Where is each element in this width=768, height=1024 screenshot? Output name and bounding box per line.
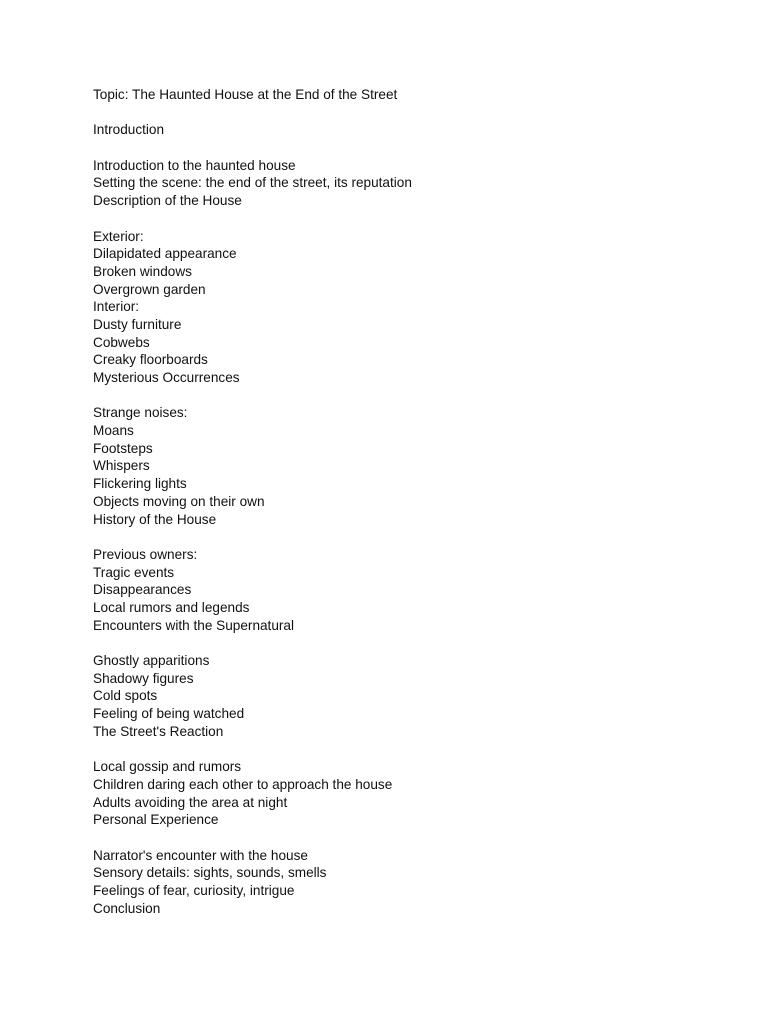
text-line: Broken windows [93,263,192,279]
text-line: Cold spots [93,688,158,704]
blank-line [93,104,713,122]
text-line: Shadowy figures [93,670,194,686]
text-line: Footsteps [93,440,153,456]
text-line: Objects moving on their own [93,493,265,509]
text-line: Disappearances [93,582,192,598]
text-line: Flickering lights [93,476,187,492]
blank-line [93,387,713,405]
text-line: Description of the House [93,193,242,209]
text-line: Interior: [93,299,140,315]
text-line: Previous owners: [93,546,198,562]
blank-line [93,634,713,652]
text-line: Local rumors and legends [93,599,250,615]
text-line: Moans [93,423,134,439]
text-line: Dusty furniture [93,316,182,332]
text-line: Sensory details: sights, sounds, smells [93,865,327,881]
text-line: Local gossip and rumors [93,759,242,775]
text-line: Personal Experience [93,812,219,828]
blank-line [93,210,713,228]
text-line: Setting the scene: the end of the street, its reputation [93,175,412,191]
text-line: Overgrown garden [93,281,206,297]
text-line: Children daring each other to approach the house [93,776,393,792]
text-line: Ghostly apparitions [93,653,210,668]
text-line: Creaky floorboards [93,352,208,368]
document-body [93,86,713,917]
text-line: History of the House [93,511,217,527]
text-line: Encounters with the Supernatural [93,617,295,633]
text-line: Topic: The Haunted House at the End of the Street [93,87,398,102]
text-line: Introduction [93,122,165,138]
text-line: Introduction to the haunted house [93,157,296,173]
blank-line [93,829,713,847]
text-line: Feelings of fear, curiosity, intrigue [93,882,295,898]
text-line: Conclusion [93,900,161,916]
text-line: Cobwebs [93,334,150,350]
text-line: Feeling of being watched [93,706,245,722]
text-line: Dilapidated appearance [93,246,237,262]
blank-line [93,740,713,758]
text-line: Narrator's encounter with the house [93,847,308,863]
blank-line [93,139,713,157]
text-line: Tragic events [93,564,175,580]
text-line: Strange noises: [93,405,188,421]
text-line: Adults avoiding the area at night [93,794,288,810]
text-line: The Street's Reaction [93,723,224,739]
text-line: Whispers [93,458,150,474]
text-line: Mysterious Occurrences [93,370,240,385]
blank-line [93,528,713,546]
text-line: Exterior: [93,228,144,244]
